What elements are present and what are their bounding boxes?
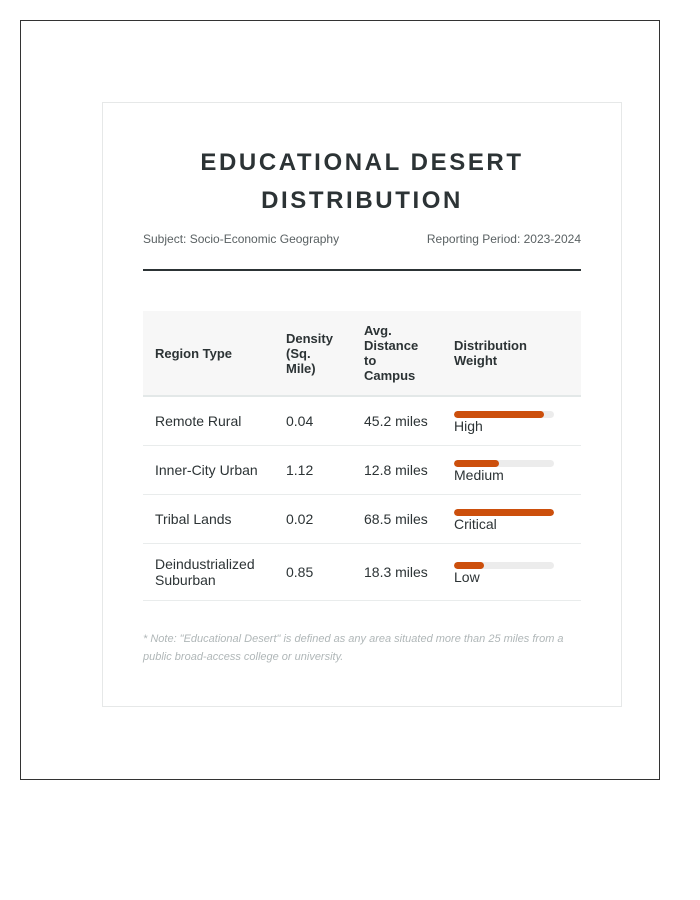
distance-cell: 18.3 miles	[352, 544, 442, 601]
weight-label: High	[454, 417, 483, 434]
weight-bar-track	[454, 460, 554, 467]
distance-cell: 45.2 miles	[352, 396, 442, 446]
weight-cell	[442, 495, 581, 544]
weight-bar-track	[454, 411, 554, 418]
column-header-region: Region Type	[143, 311, 274, 396]
weight-bar-fill	[454, 509, 554, 516]
table-row	[143, 495, 581, 544]
region-cell: Tribal Lands	[143, 495, 274, 544]
weight-bar-fill	[454, 562, 484, 569]
weight-bar-track	[454, 562, 554, 569]
report-title: EDUCATIONAL DESERT DISTRIBUTION	[200, 149, 524, 214]
density-cell: 0.02	[274, 495, 352, 544]
weight-bar-fill	[454, 411, 544, 418]
region-cell: Inner-City Urban	[143, 446, 274, 495]
table-header-row	[143, 311, 581, 396]
column-header-distance: Avg. Distance to Campus	[352, 311, 442, 396]
report-subject: Subject: Socio-Economic Geography	[143, 232, 340, 246]
footnote: * Note: "Educational Desert" is defined as any area situated more than 25 miles from a public broad-access college or university.	[143, 633, 564, 663]
weight-cell	[442, 446, 581, 495]
density-cell: 1.12	[274, 446, 352, 495]
weight-label: Medium	[454, 466, 504, 483]
density-cell: 0.85	[274, 544, 352, 601]
weight-cell	[442, 396, 581, 446]
table-row	[143, 446, 581, 495]
page-frame	[20, 20, 660, 780]
distance-cell: 12.8 miles	[352, 446, 442, 495]
region-cell: Deindustrialized Suburban	[143, 544, 274, 601]
weight-cell	[442, 544, 581, 601]
column-header-density: Density (Sq. Mile)	[274, 311, 352, 396]
header-divider	[143, 269, 581, 271]
density-cell: 0.04	[274, 396, 352, 446]
column-header-weight: Distribution Weight	[442, 311, 581, 396]
region-cell: Remote Rural	[143, 396, 274, 446]
distance-cell: 68.5 miles	[352, 495, 442, 544]
table-row	[143, 544, 581, 601]
report-card	[102, 102, 622, 707]
report-meta	[143, 232, 581, 246]
weight-label: Low	[454, 568, 480, 585]
weight-bar-track	[454, 509, 554, 516]
weight-bar-fill	[454, 460, 499, 467]
weight-label: Critical	[454, 515, 497, 532]
report-period: Reporting Period: 2023-2024	[426, 232, 581, 246]
distribution-table	[143, 311, 581, 601]
table-row	[143, 396, 581, 446]
